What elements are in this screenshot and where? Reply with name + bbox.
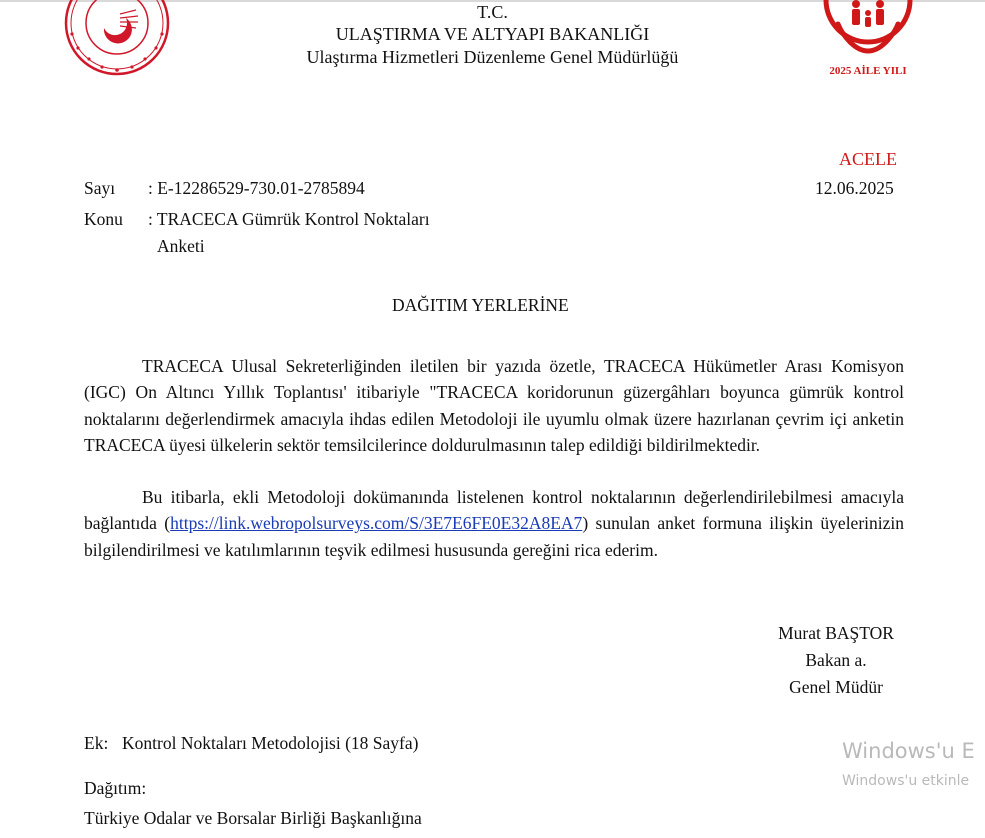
attachment-label: Ek:	[84, 733, 109, 753]
signer-title-2: Genel Müdür	[789, 677, 883, 697]
distribution-item: Türkiye Odalar ve Borsalar Birliği Başkanlığına	[84, 808, 422, 828]
signer-title-1: Bakan a.	[805, 650, 867, 670]
document-date: 12.06.2025	[815, 178, 894, 198]
addressee-heading: DAĞITIM YERLERİNE	[392, 295, 569, 315]
subject-line2: Anketi	[157, 236, 205, 256]
survey-link[interactable]: https://link.webropolsurveys.com/S/3E7E6FE0E32A8EA7	[170, 513, 583, 534]
number-value: : E-12286529-730.01-2785894	[148, 178, 365, 198]
family-year-label: 2025 AİLE YILI	[829, 65, 907, 77]
windows-activation-title: Windows'u E	[842, 739, 975, 763]
subject-label: Konu	[84, 209, 123, 229]
attachment-text: Kontrol Noktaları Metodolojisi (18 Sayfa)	[122, 733, 419, 753]
subject-line1: : TRACECA Gümrük Kontrol Noktaları	[148, 209, 430, 229]
body-paragraph-1: TRACECA Ulusal Sekreterliğinden iletilen bir yazıda özetle, TRACECA Hükümetler Arası Komisyon (IGC) On Altıncı Yıllık Toplantısı' itibariyle "TRACECA koridorunun güzergâhları boyunca gümrük kontrol noktalarını değerlendirmek amacıyla ihdas edilen Metodoloji ile uyumlu olmak üzere hazırlanan çevrim içi anketin TRACECA üyesi ülkelerin sektör temsilcilerince doldurulmasının talep edildiği bildirilmektedir.	[84, 356, 904, 456]
paragraph-2-before: Bu itibarla, ekli Metodoloji dokümanında listelenen kontrol noktalarının değerlendirilebilmesi amacıyla bağlantıda (	[84, 487, 904, 534]
header-directorate: Ulaştırma Hizmetleri Düzenleme Genel Müdürlüğü	[306, 47, 679, 67]
priority-label: ACELE	[839, 149, 897, 169]
paragraph-2-after: ) sunulan anket formuna ilişkin üyelerinizin bilgilendirilmesi ve katılımlarının teşvik edilmesi hususunda gereğini rica ederim.	[84, 513, 904, 560]
header-ministry: ULAŞTIRMA VE ALTYAPI BAKANLIĞI	[335, 24, 650, 44]
ministry-seal-logo	[64, 0, 170, 76]
body-paragraph-2	[84, 484, 904, 563]
signer-name: Murat BAŞTOR	[778, 623, 894, 643]
distribution-label: Dağıtım:	[84, 778, 147, 798]
header-tc: T.C.	[477, 2, 508, 22]
family-year-emblem	[820, 0, 916, 66]
number-label: Sayı	[84, 178, 116, 198]
windows-activation-subtitle: Windows'u etkinle	[842, 773, 970, 789]
